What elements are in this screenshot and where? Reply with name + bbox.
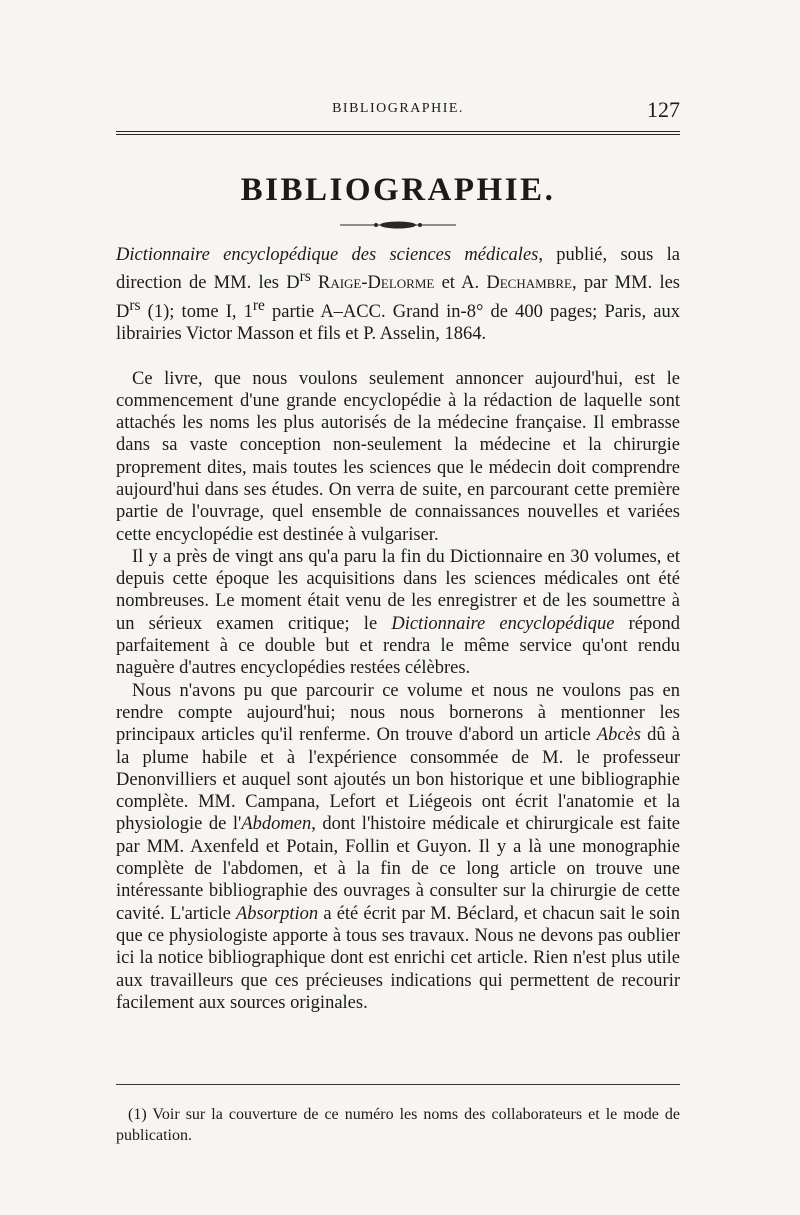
paragraph-text: Nous n'avons pu que parcourir ce volume et nous ne voulons pas en rendre compte aujourd'hui; nous nous bornerons à mentionner les principaux articles qu'il renferme. On trouve d'abord un article xyxy=(116,680,680,746)
footnote: (1) Voir sur la couverture de ce numéro les noms des collaborateurs et le mode de publication. xyxy=(116,1106,680,1144)
paragraph-2 xyxy=(116,546,680,680)
italic-article-name: Absorption xyxy=(235,903,319,924)
paragraph-3 xyxy=(116,680,680,1014)
reference-text: partie A–ACC. Grand in-8° de 400 pages; Paris, aux librairies Victor Masson et fils et P. Asselin, 1864. xyxy=(116,301,680,345)
article-body xyxy=(116,244,680,1014)
page-number: 127 xyxy=(647,97,680,122)
work-title: Dictionnaire encyclopédique des sciences médicales xyxy=(116,245,539,265)
italic-title: Dictionnaire encyclopédique xyxy=(391,613,615,634)
superscript: re xyxy=(252,296,265,314)
author-name: Dechambre xyxy=(486,273,572,294)
running-head xyxy=(116,97,680,123)
paragraph-text: a été écrit par M. Béclard, et chacun sait le soin que ce physiologiste apporte à tous ses travaux. Nous ne devons pas oublier ici la notice bibliographique dont est enrichi cet article. Rien n'est plus utile aux travailleurs que ces précieuses indications qui permettent de recourir facilement aux sources originales. xyxy=(116,903,680,1013)
italic-article-name: Abcès xyxy=(596,725,641,746)
paragraph-text: répond parfaitement à ce double but et rendra le même service qu'ont rendu naguère d'autres encyclopédies restées célèbres. xyxy=(116,613,680,679)
footnote-rule xyxy=(116,1084,680,1085)
title-ornament xyxy=(338,219,458,231)
paragraph-text: , dont l'histoire médicale et chirurgicale est faite par MM. Axenfeld et Potain, Follin et Guyon. Il y a là une monographie complète de l'abdomen, et à la fin de ce long article on trouve une intéressante bibliographie des ouvrages à consulter sur la chirurgie de cette cavité. L'article xyxy=(116,814,680,924)
paragraph-text: Il y a près de vingt ans qu'a paru la fin du Dictionnaire en 30 volumes, et depuis cette époque les acquisitions dans les sciences médicales ont été nombreuses. Le moment était venu de les enregistrer et de les soumettre à un sérieux examen critique; le xyxy=(116,546,680,634)
paragraph-1: Ce livre, que nous voulons seulement annoncer aujourd'hui, est le commencement d'une grande encyclopédie à la rédaction de laquelle sont attachés les noms les plus autorisés de la médecine française. Il embrasse dans sa vaste conception non-seulement la médecine et la chirurgie proprement dites, mais toutes les sciences que le médecin doit comprendre aujourd'hui dans ses études. On verra de suite, en parcourant cette première partie de l'ouvrage, quel ensemble de connaissances nouvelles et variées cette encyclopédie est destinée à vulgariser. xyxy=(116,368,680,545)
reference-text: et A. xyxy=(434,273,487,294)
bibliographic-reference xyxy=(116,244,680,346)
reference-text: (1); tome I, 1 xyxy=(140,301,253,322)
superscript: rs xyxy=(129,296,141,314)
reference-text: , publié, sous la direction de MM. les D xyxy=(116,245,680,294)
header-rule xyxy=(116,131,680,135)
running-title: BIBLIOGRAPHIE. xyxy=(332,101,464,116)
superscript: rs xyxy=(299,268,311,286)
italic-article-name: Abdomen xyxy=(241,814,312,835)
section-title: BIBLIOGRAPHIE. xyxy=(240,172,556,208)
paragraph-text: dû à la plume habile et à l'expérience consommée de M. le professeur Denonvilliers et auquel sont ajoutés un bon historique et une bibliographie complète. MM. Campana, Lefort et Liégeois ont écrit l'anatomie et la physiologie de l' xyxy=(116,725,681,835)
reference-text: , par MM. les D xyxy=(116,273,680,322)
author-name: Raige-Delorme xyxy=(317,273,435,294)
